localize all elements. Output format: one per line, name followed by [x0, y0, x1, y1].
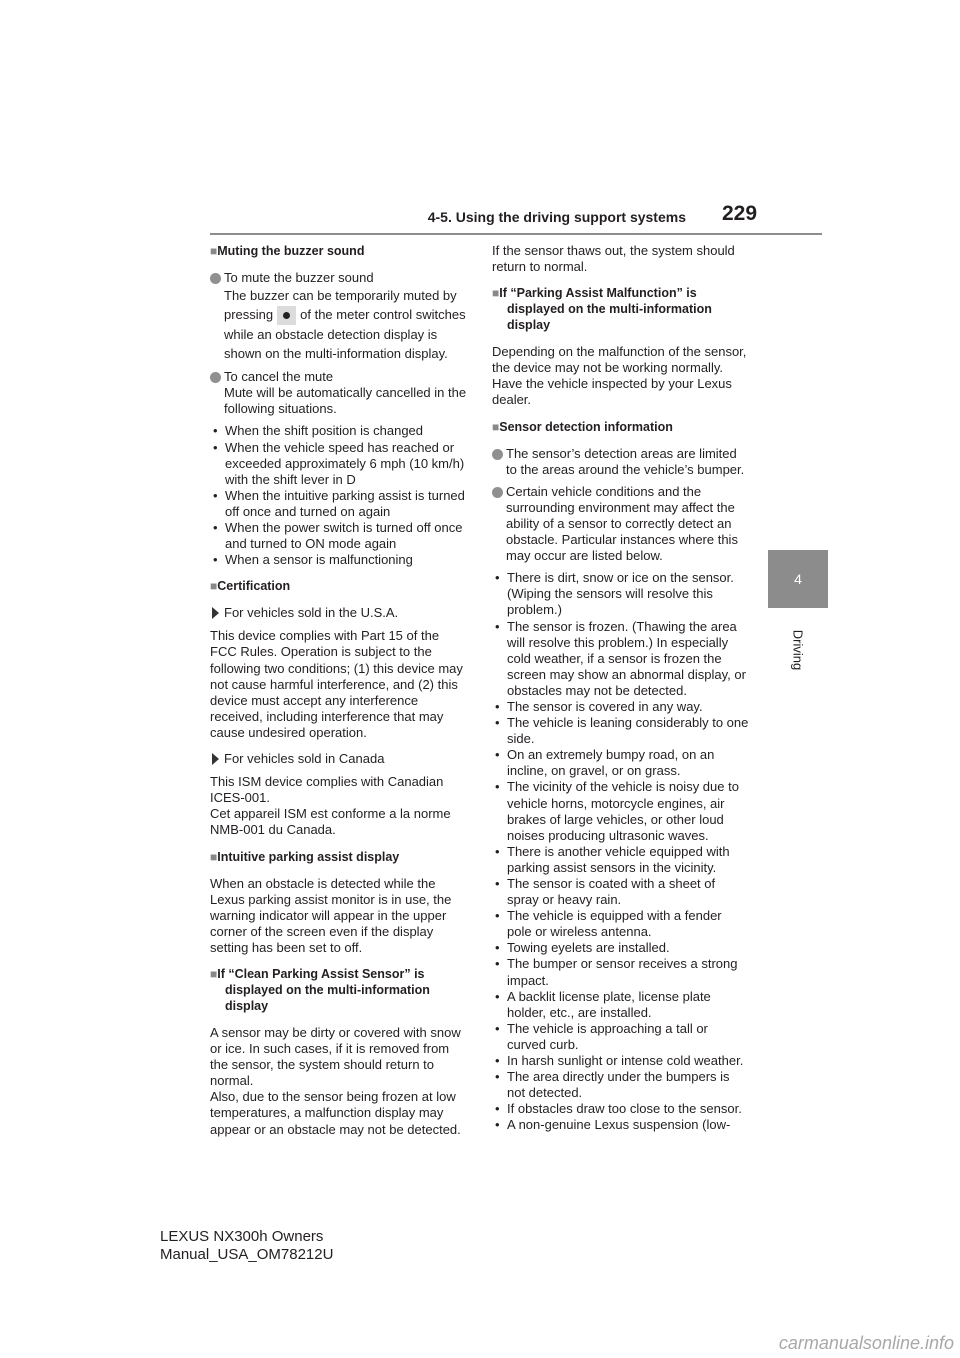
section-title: 4-5. Using the driving support systems [427, 209, 686, 225]
list-item: • The vehicle is equipped with a fender pole or wireless antenna. [495, 908, 722, 940]
circle-bullet-icon [210, 372, 221, 383]
circle-bullet-icon [492, 487, 503, 498]
certification-heading: ■Certification [210, 579, 291, 594]
mute-bullet [210, 270, 467, 363]
malfunction-heading: ■If “Parking Assist Malfunction” is displayed on the multi-information display [492, 286, 712, 333]
triangle-marker-icon [212, 753, 219, 765]
header-rule [210, 233, 822, 235]
cancel-mute-text: Mute will be automatically cancelled in the following situations. [224, 385, 467, 417]
list-item: • The vicinity of the vehicle is noisy due to vehicle horns, motorcycle engines, air brakes of large vehicles, or other loud noises producing ultrasonic waves. [495, 779, 739, 843]
list-item: • There is another vehicle equipped with parking assist sensors in the vicinity. [495, 843, 730, 875]
left-column [210, 243, 467, 1138]
muting-heading: ■Muting the buzzer sound [210, 244, 365, 258]
list-item: • When the power switch is turned off once and turned to ON mode again [213, 520, 463, 552]
sensor-conditions-list [492, 570, 749, 1133]
display-text: When an obstacle is detected while the Lexus parking assist monitor is in use, the warning indicator will appear in the upper corner of the screen even if the display setting has been set to off. [210, 875, 452, 955]
usa-label: For vehicles sold in the U.S.A. [210, 605, 467, 621]
list-item: • The vehicle is leaning considerably to one side. [495, 715, 749, 747]
chapter-label-text: Driving [790, 629, 806, 671]
canada-label: For vehicles sold in Canada [210, 751, 467, 767]
list-item: • A non-genuine Lexus suspension (low- [495, 1117, 731, 1133]
list-item: • On an extremely bumpy road, on an incline, on gravel, or on grass. [495, 747, 715, 779]
square-bullet-icon: ■ [210, 966, 218, 981]
chapter-tab[interactable] [768, 550, 828, 608]
list-item: • When a sensor is malfunctioning [213, 552, 413, 568]
list-item: • A backlit license plate, license plate holder, etc., are installed. [495, 988, 711, 1020]
canada-text-2: Cet appareil ISM est conforme a la norme NMB-001 du Canada. [210, 806, 451, 838]
malfunction-text: Depending on the malfunction of the sensor, the device may not be working normally. Have the vehicle inspected by your Lexus dealer. [492, 344, 747, 408]
page-number: 229 [722, 202, 758, 225]
square-bullet-icon: ■ [210, 244, 218, 258]
square-bullet-icon: ■ [492, 419, 500, 434]
square-bullet-icon: ■ [210, 849, 218, 864]
list-item: • Towing eyelets are installed. [495, 940, 670, 956]
list-item: • If obstacles draw too close to the sensor. [495, 1101, 742, 1117]
thaw-text: If the sensor thaws out, the system should return to normal. [492, 243, 735, 275]
sensor-area-bullet: The sensor’s detection areas are limited to the areas around the vehicle’s bumper. [492, 446, 749, 478]
chapter-label [768, 620, 828, 680]
canada-text-1: This ISM device complies with Canadian ICES-001. [210, 774, 444, 806]
right-column [492, 243, 749, 1134]
clean-sensor-heading: ■If “Clean Parking Assist Sensor” is displayed on the multi-information display [210, 966, 430, 1013]
chapter-number: 4 [794, 571, 802, 587]
square-bullet-icon: ■ [210, 579, 218, 594]
cancel-mute-bullet [210, 369, 467, 417]
cancel-mute-title: To cancel the mute [224, 369, 334, 385]
mute-text: The buzzer can be temporarily muted by pressing of the meter control switches while an obstacle detection display is shown on the multi-information display. [224, 288, 466, 362]
list-item: • When the shift position is changed [213, 423, 424, 439]
list-item: • The area directly under the bumpers is not detected. [495, 1069, 730, 1101]
watermark[interactable]: carmanualsonline.info [778, 1333, 954, 1353]
clean-sensor-text-2: Also, due to the sensor being frozen at low temperatures, a malfunction display may appear or an obstacle may not be detected. [210, 1089, 461, 1137]
list-item: • The sensor is frozen. (Thawing the area will resolve this problem.) In especially cold weather, if a sensor is frozen the screen may show an abnormal display, or obstacles may not be detected. [495, 618, 746, 698]
circle-bullet-icon [492, 449, 503, 460]
square-bullet-icon: ■ [492, 286, 500, 301]
mute-title: To mute the buzzer sound [224, 270, 374, 285]
list-item: • The bumper or sensor receives a strong impact. [495, 956, 738, 988]
usa-text: This device complies with Part 15 of the FCC Rules. Operation is subject to the following two conditions; (1) this device may not cause harmful interference, and (2) this device must accept any interference received, including interference that may cause undesired operation. [210, 628, 463, 740]
footer-manual-id: LEXUS NX300h Owners Manual_USA_OM78212U [160, 1228, 334, 1263]
list-item: • There is dirt, snow or ice on the sensor. (Wiping the sensors will resolve this problem.) [495, 570, 734, 618]
sensor-conditions-bullet: Certain vehicle conditions and the surrounding environment may affect the ability of a sensor to correctly detect an obstacle. Particular instances where this may occur are listed below. [492, 484, 749, 564]
sensor-info-heading: ■Sensor detection information [492, 419, 673, 434]
list-item: • The vehicle is approaching a tall or curved curb. [495, 1020, 708, 1052]
list-item: • The sensor is covered in any way. [495, 698, 703, 714]
meter-switch-button-icon [277, 306, 296, 325]
triangle-marker-icon [212, 607, 219, 619]
list-item: • When the vehicle speed has reached or exceeded approximately 6 mph (10 km/h) with the shift lever in D [213, 439, 465, 487]
clean-sensor-text-1: A sensor may be dirty or covered with snow or ice. In such cases, if it is removed from the sensor, the system should return to normal. [210, 1024, 461, 1089]
display-heading: ■Intuitive parking assist display [210, 849, 400, 864]
cancel-mute-list [210, 423, 467, 568]
circle-bullet-icon [210, 273, 221, 284]
list-item: • In harsh sunlight or intense cold weather. [495, 1053, 744, 1069]
list-item: • The sensor is coated with a sheet of spray or heavy rain. [495, 876, 716, 908]
list-item: • When the intuitive parking assist is turned off once and turned on again [213, 487, 465, 519]
